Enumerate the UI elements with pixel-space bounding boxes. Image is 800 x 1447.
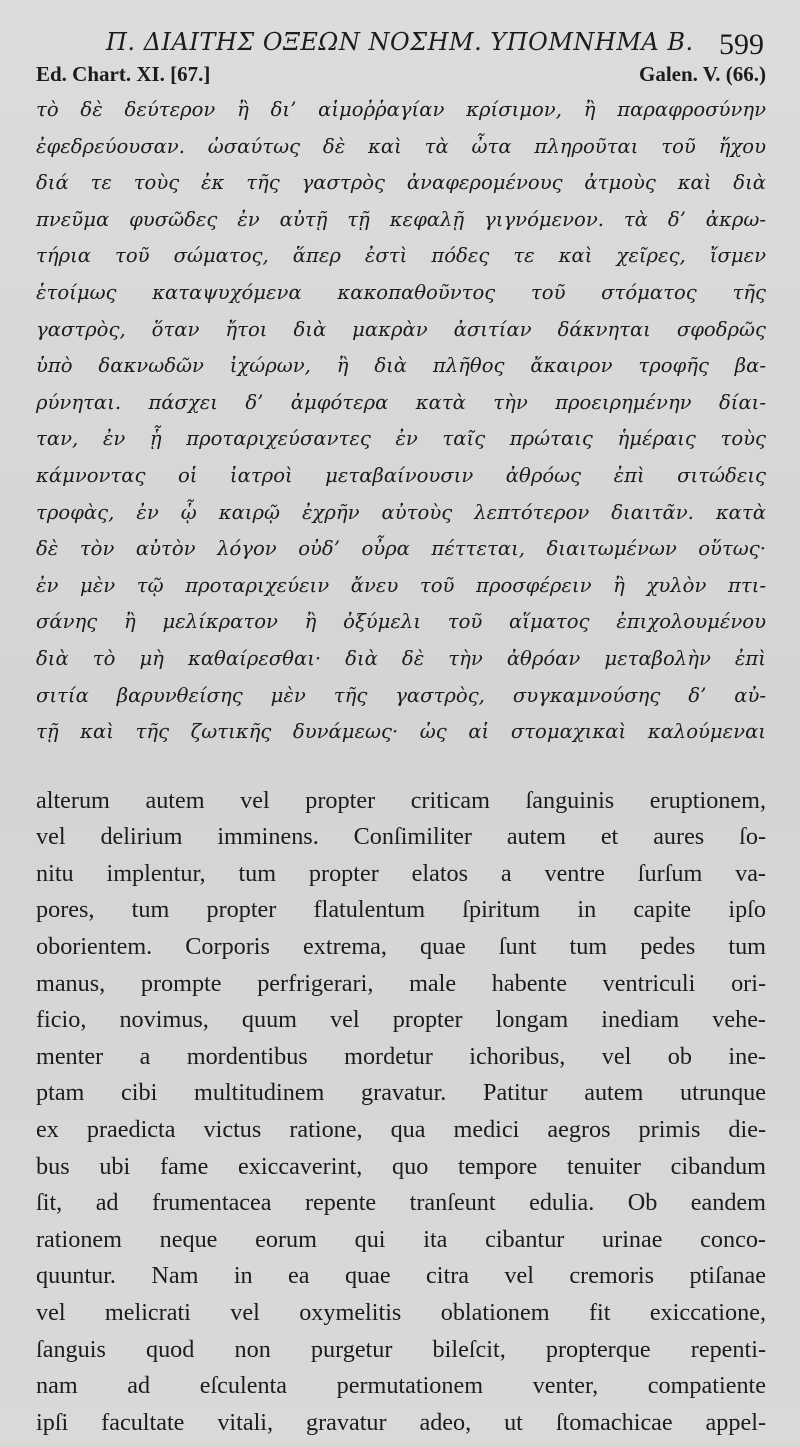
latin-text-line: quuntur. Nam in ea quae citra vel cremoris ptiſanae xyxy=(36,1262,766,1290)
greek-text-line: γαστρὸς, ὅταν ἤτοι διὰ μακρὰν ἀσιτίαν δάκνηται σφοδρῶς xyxy=(36,317,766,341)
latin-text-line: nam ad eſculenta permutationem venter, compatiente xyxy=(36,1372,766,1400)
greek-text-line: δὲ τὸν αὐτὸν λόγον οὐδ’ οὖρα πέττεται, διαιτωμένων οὕτως· xyxy=(36,537,766,561)
latin-text-line: bus ubi fame exiccaverint, quo tempore tenuiter cibandum xyxy=(36,1152,766,1180)
latin-text-line: pores, tum propter flatulentum ſpiritum in capite ipſo xyxy=(36,896,766,924)
latin-text-line: menter a mordentibus mordetur ichoribus, vel ob ine- xyxy=(36,1042,766,1070)
latin-text-block xyxy=(36,783,766,1442)
latin-text-line: ipſi facultate vitali, gravatur adeo, ut ſtomachicae appel- xyxy=(36,1408,766,1436)
greek-text-line: τὸ δὲ δεύτερον ἢ δι’ αἱμοῤῥαγίαν κρίσιμον, ἢ παραφροσύνην xyxy=(36,98,766,121)
greek-text-block xyxy=(36,92,766,751)
greek-text-line: τῇ καὶ τῆς ζωτικῆς δυνάμεως· ὡς αἱ στομαχικαὶ καλούμεναι xyxy=(36,720,766,744)
greek-text-line: τροφὰς, ἐν ᾧ καιρῷ ἐχρῆν αὐτοὺς λεπτότερον διαιτᾶν. κατὰ xyxy=(36,500,766,524)
greek-text-line: ὑπὸ δακνωδῶν ἰχώρων, ἢ διὰ πλῆθος ἄκαιρον τροφῆς βα- xyxy=(36,354,766,378)
latin-text-line: ſanguis quod non purgetur bileſcit, propterque repenti- xyxy=(36,1335,766,1363)
page-number: 599 xyxy=(719,28,764,61)
edition-reference-left: Ed. Chart. XI. [67.] xyxy=(36,62,211,86)
greek-text-line: ρύνηται. πάσχει δ’ ἀμφότερα κατὰ τὴν προειρημένην δίαι- xyxy=(36,390,766,414)
latin-text-line: alterum autem vel propter criticam ſanguinis eruptionem, xyxy=(36,786,766,814)
edition-reference-right: Galen. V. (66.) xyxy=(639,62,766,86)
latin-text-line: vel melicrati vel oxymelitis oblationem fit exiccatione, xyxy=(36,1299,766,1326)
latin-text-line: rationem neque eorum qui ita cibantur urinae conco- xyxy=(36,1225,766,1253)
greek-text-line: σιτία βαρυνθείσης μὲν τῆς γαστρὸς, συγκαμνούσης δ’ αὐ- xyxy=(36,683,766,707)
section-gap xyxy=(36,751,766,783)
greek-text-line: πνεῦμα φυσῶδες ἐν αὐτῇ τῇ κεφαλῇ γιγνόμενον. τὰ δ’ ἀκρω- xyxy=(36,207,766,231)
latin-text-line: manus, prompte perfrigerari, male habente ventriculi ori- xyxy=(36,969,766,997)
greek-text-line: ἐν μὲν τῷ προταριχεύειν ἄνευ τοῦ προσφέρειν ἢ χυλὸν πτι- xyxy=(36,573,766,597)
latin-text-line: ſit, ad frumentacea repente tranſeunt edulia. Ob eandem xyxy=(36,1189,766,1217)
latin-text-line: ficio, novimus, quum vel propter longam inediam vehe- xyxy=(36,1006,766,1034)
greek-text-line: ταν, ἐν ᾗ προταριχεύσαντες ἐν ταῖς πρώταις ἡμέραις τοὺς xyxy=(36,427,766,451)
latin-text-line: ptam cibi multitudinem gravatur. Patitur autem utrunque xyxy=(36,1079,766,1107)
latin-text-line: oborientem. Corporis extrema, quae ſunt tum pedes tum xyxy=(36,933,766,961)
greek-text-line: σάνης ἢ μελίκρατον ἢ ὀξύμελι τοῦ αἵματος ἐπιχολουμένου xyxy=(36,610,766,634)
edition-line xyxy=(36,62,766,92)
greek-text-line: κάμνοντας οἱ ἰατροὶ μεταβαίνουσιν ἀθρόως ἐπὶ σιτώδεις xyxy=(36,463,766,487)
latin-text-line: vel delirium imminens. Conſimiliter autem et aures ſo- xyxy=(36,823,766,851)
latin-text-line: ex praedicta victus ratione, qua medici aegros primis die- xyxy=(36,1116,766,1144)
greek-text-line: ἑτοίμως καταψυχόμενα κακοπαθοῦντος τοῦ στόματος τῆς xyxy=(36,280,766,304)
latin-text-line: nitu implentur, tum propter elatos a ventre ſurſum va- xyxy=(36,859,766,887)
greek-text-line: τήρια τοῦ σώματος, ἅπερ ἐστὶ πόδες τε καὶ χεῖρες, ἴσμεν xyxy=(36,244,766,268)
running-title: Π. ΔΙΑΙΤΗΣ ΟΞΕΩΝ ΝΟΣΗΜ. ΥΠΟΜΝΗΜΑ Β. xyxy=(106,28,694,56)
greek-text-line: διὰ τὸ μὴ καθαίρεσθαι· διὰ δὲ τὴν ἀθρόαν μεταβολὴν ἐπὶ xyxy=(36,646,766,670)
greek-text-line: ἐφεδρεύουσαν. ὡσαύτως δὲ καὶ τὰ ὦτα πληροῦται τοῦ ἤχου xyxy=(36,134,766,158)
greek-text-line: διά τε τοὺς ἐκ τῆς γαστρὸς ἀναφερομένους ἀτμοὺς καὶ διὰ xyxy=(36,171,766,195)
